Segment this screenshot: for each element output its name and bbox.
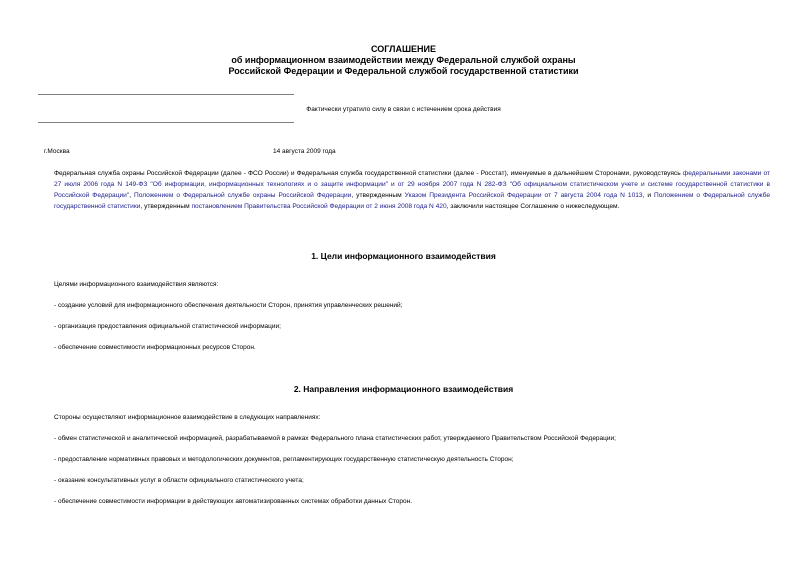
divider-top <box>38 94 294 95</box>
section-1-intro: Целями информационного взаимодействия являются: <box>54 281 219 288</box>
document-title <box>0 44 807 77</box>
preamble-text-6: , заключили настоящее Соглашение о нижеследующем. <box>446 203 620 210</box>
preamble-paragraph <box>54 168 770 212</box>
preamble-text-2: , <box>129 192 134 199</box>
section-1-item: - обеспечение совместимости информационных ресурсов Сторон. <box>54 344 256 351</box>
section-1-item: - организация предоставления официальной статистической информации; <box>54 323 281 330</box>
preamble-text-3: , утвержденным <box>351 192 405 199</box>
link-presidential-decree[interactable]: Указом Президента Российской Федерации от 7 августа 2004 года N 1013 <box>404 192 643 199</box>
document-date: 14 августа 2009 года <box>273 148 336 155</box>
section-1-heading: 1. Цели информационного взаимодействия <box>311 251 496 261</box>
preamble-text-5: , утвержденным <box>140 203 192 210</box>
document-place: г.Москва <box>44 148 70 155</box>
section-1-item: - создание условий для информационного обеспечения деятельности Сторон, принятия управленческих решений; <box>54 302 403 309</box>
link-rosstat-regulation[interactable]: Положением о Федеральной службе государственной статистики <box>54 192 771 210</box>
section-2-item: - предоставление нормативных правовых и методологических документов, регламентирующих государственную статистическую деятельность Сторон; <box>54 456 514 463</box>
section-2-intro: Стороны осуществляют информационное взаимодействие в следующих направлениях: <box>54 414 321 421</box>
divider-bottom <box>38 122 294 123</box>
section-2-item: - оказание консультативных услуг в области официального статистического учета; <box>54 477 304 484</box>
preamble-text-4: , и <box>642 192 655 199</box>
title-line-2: об информационном взаимодействии между Федеральной службой охраны <box>231 55 576 65</box>
preamble-text-1: Федеральная служба охраны Российской Федерации (далее - ФСО России) и Федеральная служба государственной статистики (далее - Росстат), именуемые в дальнейшем Сторонами, руководствуясь <box>54 170 683 177</box>
link-federal-laws[interactable]: федеральными законами от 27 июля 2006 года N 149-ФЗ "Об информации, информационных технологиях и о защите информации" и от 29 ноября 2007 года N 282-ФЗ "Об официальном статистическом учете и системе государственной статистики в Российской Федерации" <box>54 170 770 199</box>
section-2-item: - обеспечение совместимости информации в действующих автоматизированных системах обработки данных Сторон. <box>54 498 413 505</box>
link-fso-regulation[interactable]: Положением о Федеральной службе охраны Российской Федерации <box>134 192 352 199</box>
title-line-1: СОГЛАШЕНИЕ <box>371 44 436 54</box>
section-2-item: - обмен статистической и аналитической информацией, разрабатываемой в рамках Федерального плана статистических работ, утверждаемого Правительством Российской Федерации; <box>54 435 616 442</box>
title-line-3: Российской Федерации и Федеральной службой государственной статистики <box>228 66 579 76</box>
link-government-resolution[interactable]: постановлением Правительства Российской Федерации от 2 июня 2008 года N 420 <box>191 203 447 210</box>
status-note: Фактически утратило силу в связи с истечением срока действия <box>306 106 501 113</box>
section-2-heading: 2. Направления информационного взаимодействия <box>293 384 514 394</box>
